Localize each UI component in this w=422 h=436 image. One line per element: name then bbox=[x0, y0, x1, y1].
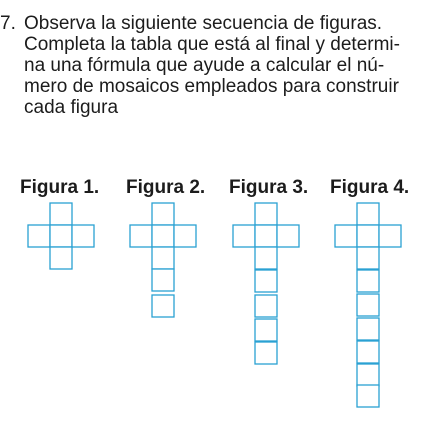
tile bbox=[357, 364, 379, 386]
tile bbox=[255, 319, 277, 341]
tile bbox=[174, 225, 196, 247]
tile bbox=[255, 225, 277, 247]
tile bbox=[233, 225, 255, 247]
figure-2-tiles bbox=[130, 203, 196, 317]
tile bbox=[152, 295, 174, 317]
statement-line: Completa la tabla que está al final y determi- bbox=[24, 34, 400, 55]
tile bbox=[130, 225, 152, 247]
statement-line: na una fórmula que ayude a calcular el nú- bbox=[24, 55, 385, 76]
tile bbox=[50, 225, 72, 247]
tile bbox=[152, 203, 174, 225]
tile bbox=[152, 225, 174, 247]
tile bbox=[357, 341, 379, 363]
tile bbox=[357, 247, 379, 269]
statement-line: cada figura bbox=[24, 97, 119, 118]
tile bbox=[357, 225, 379, 247]
statement-line: mero de mosaicos empleados para construir bbox=[24, 76, 399, 97]
tile bbox=[72, 225, 94, 247]
tile bbox=[50, 203, 72, 225]
tile bbox=[335, 225, 357, 247]
figure-2-label: Figura 2. bbox=[126, 177, 206, 198]
tile bbox=[152, 247, 174, 269]
figure-1-label: Figura 1. bbox=[20, 177, 100, 198]
figure-1-tiles bbox=[28, 203, 94, 269]
figure-3-tiles bbox=[233, 203, 299, 364]
statement-line: Observa la siguiente secuencia de figuras. bbox=[24, 13, 383, 34]
tile bbox=[357, 294, 379, 316]
tile bbox=[28, 225, 50, 247]
tile bbox=[255, 270, 277, 292]
figure-3-label: Figura 3. bbox=[229, 177, 309, 198]
tile bbox=[379, 225, 401, 247]
tile bbox=[255, 295, 277, 317]
tile bbox=[357, 270, 379, 292]
tile bbox=[255, 247, 277, 269]
tile bbox=[357, 203, 379, 225]
problem-number: 7. bbox=[0, 13, 16, 34]
tile bbox=[152, 269, 174, 291]
tile bbox=[277, 225, 299, 247]
tile bbox=[255, 342, 277, 364]
figure-4-label: Figura 4. bbox=[330, 177, 410, 198]
tile bbox=[357, 385, 379, 407]
figure-4-tiles bbox=[335, 203, 401, 407]
tile bbox=[50, 247, 72, 269]
tile bbox=[357, 318, 379, 340]
tile bbox=[255, 203, 277, 225]
